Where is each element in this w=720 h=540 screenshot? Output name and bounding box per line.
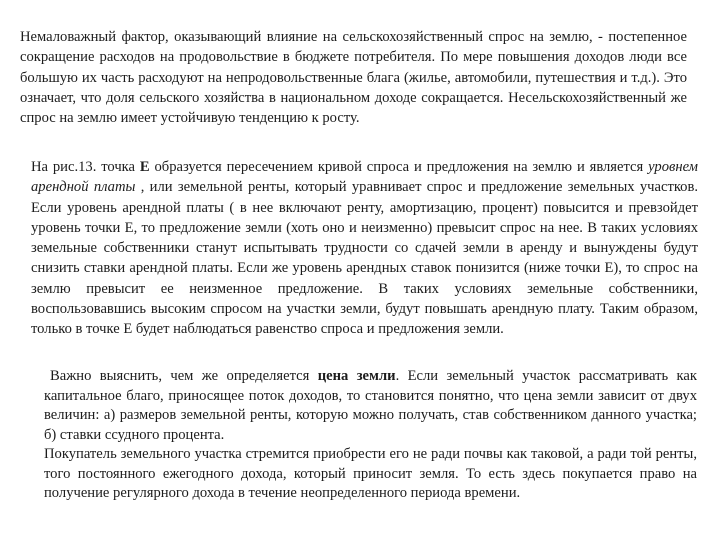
point-e-label: Е — [139, 159, 150, 175]
paragraph-text: На рис.13. точка — [31, 159, 140, 175]
land-price-term: цена земли — [317, 368, 396, 384]
paragraph-land-buyer: Покупатель земельного участка стремится приобрести его не ради почвы как таковой, а ради той ренты, того постоянного ежегодного дохода, который приносит земля. То есть здесь покупается право на получение регулярного дохода в течение неопределенного периода времени. — [44, 446, 697, 502]
paragraph-text: Важно выяснить, чем же определяется — [50, 368, 318, 384]
rent-level-term: уровнем арендной платы — [31, 159, 698, 196]
paragraph-agricultural-demand: Немаловажный фактор, оказывающий влияние на сельскохозяйственный спрос на землю, - постепенное сокращение расходов на продовольствие в бюджете потребителя. По мере повышения доходов люди все большую их часть расходуют на непродовольственные блага (жилье, автомобили, путешествия и т.д.). Это означает, что доля сельского хозяйства в национальном доходе сокращается. Несельскохозяйственный же спрос на землю имеет устойчивую тенденцию к росту. — [20, 29, 687, 127]
paragraph-land-price — [44, 367, 697, 445]
paragraph-text: . Если земельный участок рассматривать как капитальное благо, приносящее поток доходов, то становится понятно, что цена земли зависит от двух величин: а) размеров земельной ренты, которую можно получать, став собственником данного участка; б) ставки ссудного процента. — [44, 368, 697, 443]
paragraph-rent-equilibrium — [31, 157, 698, 340]
paragraph-text: , или земельной ренты, который уравнивает спрос и предложение земельных участков. Если уровень арендной платы ( в нее включают ренту, амортизацию, процент) повысится и превзойдет уровень точки Е, то предложение земли (хоть оно и неизменно) превысит спрос на нее. В таких условиях земельные собственники станут испытывать трудности со сдачей земли в аренду и вынуждены будут снизить ставки арендной платы. Если же уровень арендных ставок понизится (ниже точки Е), то спрос на землю превысит ее неизменное предложение. В таких условиях земельные собственники, воспользовавшись высоким спросом на участки земли, будут повышать арендную плату. Таким образом, только в точке Е будет наблюдаться равенство спроса и предложения земли. — [31, 179, 699, 338]
paragraph-text: образуется пересечением кривой спроса и предложения на землю и является — [149, 159, 649, 175]
